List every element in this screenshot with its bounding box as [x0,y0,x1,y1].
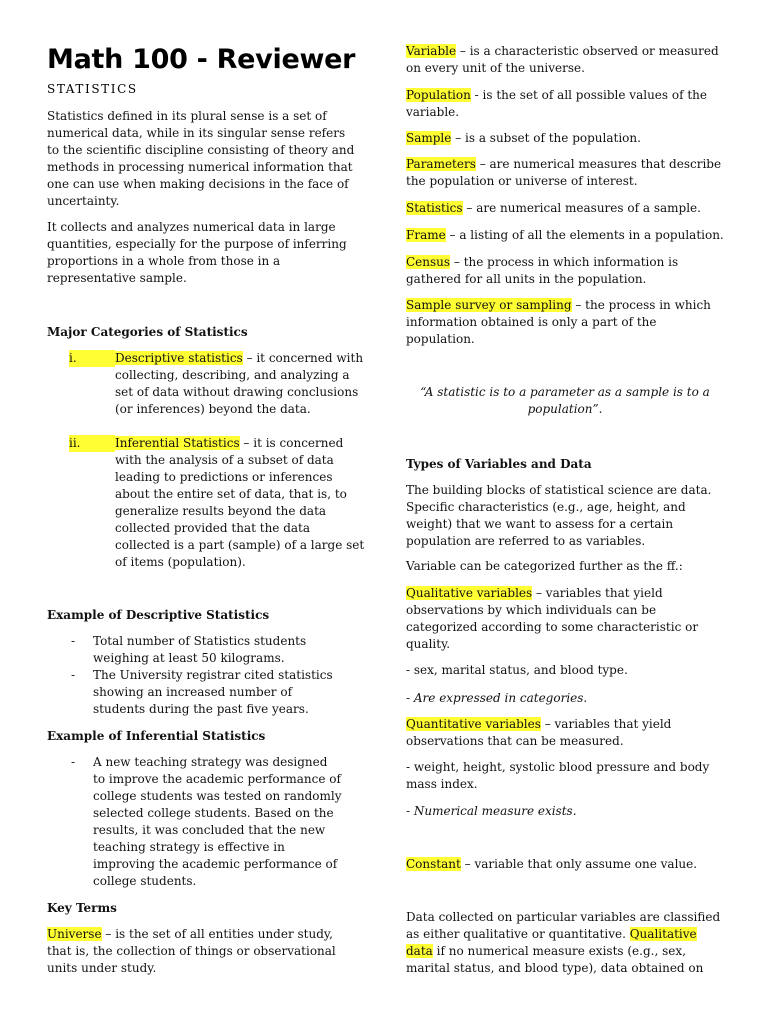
term-definition [406,43,724,77]
term-universe: Universe [47,927,102,941]
term-qualitative-data: Qualitative data [406,927,697,958]
term-definition [406,254,696,288]
term-desc: – are numerical measures that describe the population or universe of interest. [406,157,722,188]
term-definition [406,297,724,348]
category-term: Inferential Statistics [115,436,240,450]
term-label: Census [406,255,451,269]
quantitative-note: - Numerical measure exists. [406,804,577,818]
major-categories-heading: Major Categories of Statistics [47,325,248,339]
term-label: Frame [406,228,446,242]
bullet-dash: - [71,668,76,682]
qualitative-examples: - sex, marital status, and blood type. [406,663,628,677]
universe-definition [47,926,359,977]
constant-desc: – variable that only assume one value. [460,857,698,871]
category-number: ii. [69,435,115,452]
term-definition [406,87,724,121]
category-number: i. [69,350,115,367]
quantitative-examples: - weight, height, systolic blood pressure and body mass index. [406,760,710,791]
types-heading: Types of Variables and Data [406,457,592,471]
term-desc: – a listing of all the elements in a population. [445,228,724,242]
term-desc: – the process in which information obtained is only a part of the population. [406,298,711,346]
term-quantitative: Quantitative variables [406,717,541,731]
term-qualitative: Qualitative variables [406,586,533,600]
quantitative-definition [406,716,724,750]
section-subtitle: STATISTICS [47,82,138,96]
data-para-text: if no numerical measure exists (e.g., sex, marital status, and blood type), data obtained on [406,944,704,975]
list-item-text: The University registrar cited statistics showing an increased number of students during the past five years. [93,668,333,716]
term-label: Parameters [406,157,476,171]
types-further: Variable can be categorized further as the ff.: [406,559,683,573]
term-desc: – the process in which information is gathered for all units in the population. [406,255,679,286]
types-intro: The building blocks of statistical science are data. Specific characteristics (e.g., age, height, and weight) that we want to assess for a certain population are referred to as variables. [406,483,712,548]
term-definition [406,227,724,244]
category-text [115,435,365,571]
intro-paragraph-2: It collects and analyzes numerical data in large quantities, especially for the purpose of inferring proportions in a whole from those in a representative sample. [47,220,347,285]
term-label: Variable [406,44,457,58]
bullet-dash: - [71,755,76,769]
data-classification-paragraph [406,909,724,977]
qualitative-desc: – variables that yield observations by which individuals can be categorized according to some characteristic or quality. [406,586,699,651]
term-definition [406,130,724,147]
list-item-text: A new teaching strategy was designed to improve the academic performance of college students was tested on randomly selected college students. Based on the results, it was concluded that the new teaching strategy is effective in improving the academic performance of college students. [93,755,342,888]
category-desc: – it is concerned with the analysis of a subset of data leading to predictions or inferences about the entire set of data, that is, to generalize results beyond the data collected provided that the data collected is a part (sample) of a large set of items (population). [115,436,365,569]
list-item-text: Total number of Statistics students weighing at least 50 kilograms. [93,634,307,665]
term-desc: – are numerical measures of a sample. [462,201,701,215]
term-label: Population [406,88,471,102]
inferential-example-heading: Example of Inferential Statistics [47,729,266,743]
intro-paragraph-1: Statistics defined in its plural sense is a set of numerical data, while in its singular sense refers to the scientific discipline consisting of theory and methods in processing numerical information that one can use when making decisions in the face of uncertainty. [47,109,355,208]
pull-quote: “A statistic is to a parameter as a sample is to a population”. [420,385,710,416]
term-constant: Constant [406,857,461,871]
category-term: Descriptive statistics [115,351,243,365]
quantitative-desc: – variables that yield observations that can be measured. [406,717,672,748]
universe-desc: – is the set of all entities under study, that is, the collection of things or observational units under study. [47,927,336,975]
key-terms-heading: Key Terms [47,901,117,915]
term-label: Sample survey or sampling [406,298,572,312]
data-para-text: Data collected on particular variables are classified as either qualitative or quantitative. [406,910,721,941]
qualitative-note: - Are expressed in categories. [406,691,588,705]
term-desc: – is a subset of the population. [451,131,641,145]
category-desc: – it concerned with collecting, describing, and analyzing a set of data without drawing conclusions (or inferences) beyond the data. [115,351,364,416]
term-label: Statistics [406,201,463,215]
category-text [115,350,365,418]
page-title: Math 100 - Reviewer [47,44,356,75]
descriptive-example-heading: Example of Descriptive Statistics [47,608,270,622]
term-desc: - is the set of all possible values of the variable. [406,88,708,119]
term-definition [406,200,724,217]
bullet-dash: - [71,634,76,648]
term-definition [406,156,724,190]
term-label: Sample [406,131,452,145]
constant-definition [406,856,724,873]
term-desc: – is a characteristic observed or measured on every unit of the universe. [406,44,719,75]
qualitative-definition [406,585,724,653]
